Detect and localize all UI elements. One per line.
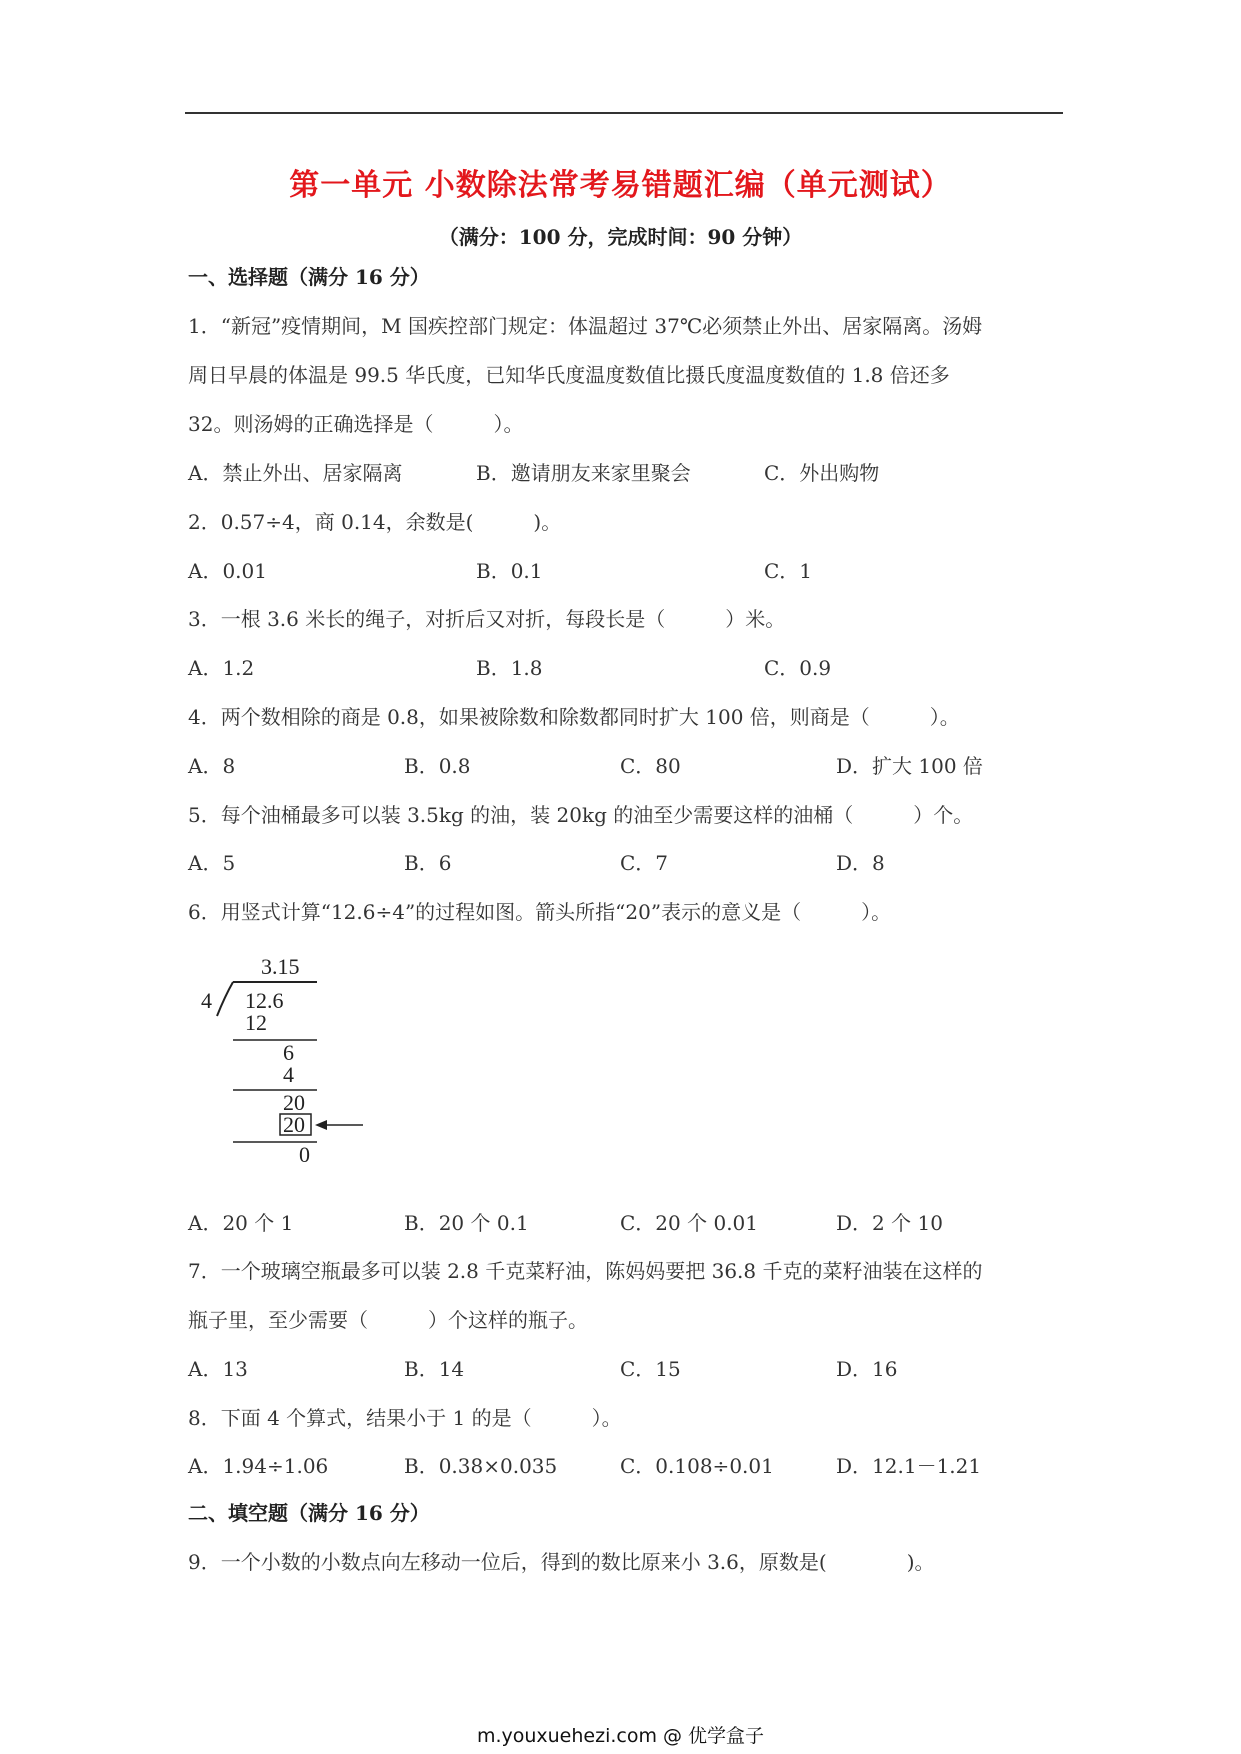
question-8-option-c: C．0.108÷0.01: [620, 1454, 774, 1478]
division-step-1: 12: [245, 1010, 267, 1035]
page-title: 第一单元 小数除法常考易错题汇编（单元测试）: [289, 168, 952, 203]
question-3-line-1: 3．一根 3.6 米长的绳子，对折后又对折，每段长是（ ）米。: [188, 607, 786, 631]
question-8-option-a: A．1.94÷1.06: [188, 1454, 329, 1478]
question-2-line-1: 2．0.57÷4，商 0.14，余数是( )。: [188, 510, 562, 534]
question-1-line-3: 32。则汤姆的正确选择是（ ）。: [188, 412, 524, 436]
question-2-option-b: B．0.1: [476, 559, 543, 583]
division-step-6: 0: [299, 1142, 310, 1167]
question-1-line-2: 周日早晨的体温是 99.5 华氏度，已知华氏度温度数值比摄氏度温度数值的 1.8 倍还多: [188, 363, 950, 387]
question-6-option-d: D．2 个 10: [836, 1211, 943, 1235]
question-8-line-1: 8．下面 4 个算式，结果小于 1 的是（ ）。: [188, 1406, 622, 1430]
question-7-line-2: 瓶子里，至少需要（ ）个这样的瓶子。: [188, 1308, 588, 1332]
question-3-option-b: B．1.8: [476, 656, 543, 680]
question-7-option-c: C．15: [620, 1357, 681, 1381]
arrow-left-icon: [315, 1120, 327, 1130]
question-6-option-b: B．20 个 0.1: [404, 1211, 529, 1235]
question-2-option-a: A．0.01: [188, 559, 267, 583]
question-9-line-1: 9．一个小数的小数点向左移动一位后，得到的数比原来小 3.6，原数是( )。: [188, 1550, 935, 1574]
question-5-option-a: A．5: [188, 851, 236, 875]
question-4-option-d: D．扩大 100 倍: [836, 754, 983, 778]
question-7-line-1: 7．一个玻璃空瓶最多可以装 2.8 千克菜籽油，陈妈妈要把 36.8 千克的菜籽油装在这样的: [188, 1259, 983, 1283]
question-3-option-a: A．1.2: [188, 656, 255, 680]
question-7-option-d: D．16: [836, 1357, 898, 1381]
page-subtitle: （满分：100 分，完成时间：90 分钟）: [438, 225, 803, 249]
division-divisor: 4: [201, 988, 212, 1013]
question-6-line-1: 6．用竖式计算“12.6÷4”的过程如图。箭头所指“20”表示的意义是（ ）。: [188, 900, 892, 924]
question-4-option-b: B．0.8: [404, 754, 471, 778]
question-5-option-d: D．8: [836, 851, 885, 875]
question-7-option-b: B．14: [404, 1357, 465, 1381]
long-division-figure: [195, 948, 375, 1170]
section-heading-choice: 一、选择题（满分 16 分）: [188, 265, 430, 289]
division-step-2: 6: [283, 1040, 294, 1065]
question-1-option-c: C．外出购物: [764, 461, 880, 485]
section-heading-fill-in: 二、填空题（满分 16 分）: [188, 1501, 430, 1525]
division-step-3: 4: [283, 1062, 294, 1087]
question-7-option-a: A．13: [188, 1357, 248, 1381]
question-2-option-c: C．1: [764, 559, 813, 583]
footer-watermark: m.youxuehezi.com @ 优学盒子: [476, 1725, 765, 1747]
question-4-line-1: 4．两个数相除的商是 0.8，如果被除数和除数都同时扩大 100 倍，则商是（ ）。: [188, 705, 960, 729]
question-1-option-b: B．邀请朋友来家里聚会: [476, 461, 691, 485]
division-bracket: [217, 982, 233, 1016]
question-4-option-c: C．80: [620, 754, 681, 778]
question-5-line-1: 5．每个油桶最多可以装 3.5kg 的油，装 20kg 的油至少需要这样的油桶（ ）个。: [188, 803, 974, 827]
division-dividend: 12.6: [245, 988, 284, 1013]
question-1-option-a: A．禁止外出、居家隔离: [188, 461, 403, 485]
question-5-option-c: C．7: [620, 851, 669, 875]
division-step-4: 20: [283, 1090, 305, 1115]
division-step-5: 20: [283, 1112, 305, 1137]
question-5-option-b: B．6: [404, 851, 452, 875]
division-quotient: 3.15: [261, 954, 300, 979]
top-rule: [185, 112, 1063, 114]
question-6-option-c: C．20 个 0.01: [620, 1211, 758, 1235]
question-3-option-c: C．0.9: [764, 656, 832, 680]
question-6-option-a: A．20 个 1: [188, 1211, 294, 1235]
question-8-option-d: D．12.1－1.21: [836, 1454, 982, 1478]
question-1-line-1: 1．“新冠”疫情期间，M 国疾控部门规定：体温超过 37℃必须禁止外出、居家隔离。汤姆: [188, 314, 983, 338]
question-8-option-b: B．0.38×0.035: [404, 1454, 558, 1478]
question-4-option-a: A．8: [188, 754, 236, 778]
